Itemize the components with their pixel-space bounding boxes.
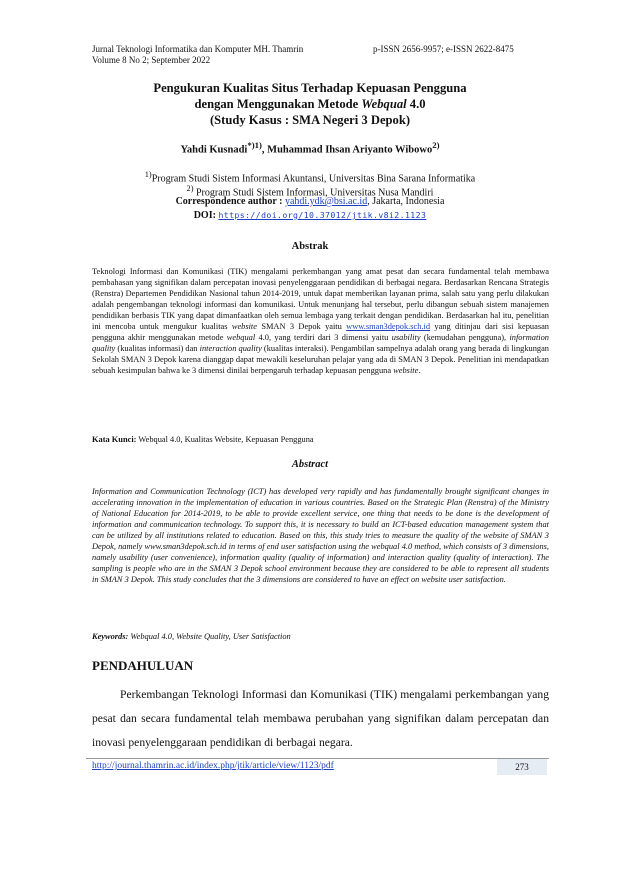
author-list: Yahdi Kusnadi$^{*)1)}$, Muhammad Ihsan Ariyanto Wibowo$^{2)}$ xyxy=(180,140,440,156)
abstract-heading: Abstract xyxy=(291,459,329,470)
journal-volume: Volume 8 No 2; September 2022 xyxy=(92,55,211,65)
abstract-text: Information and Communication Technology (ICT) has developed very rapidly and has fundamentally brought significant changes in accelerating innovation in the implementation of education in various countries. Based on the Strategic Plan (Renstra) of the Ministry of National Education for 2014-2019, to be able to provide excellent service, one thing that needs to be done is the development of information and communication technology. To support this, it is necessary to build an ICT-based education management system that can be utilized by all institutions related to education. Based on this, this study tries to measure the quality of the website of SMAN 3 Depok, namely www.sman3depok.sch.id in terms of end user satisfaction using the webqual 4.0 method, which consists of 3 dimensions, namely usability (user convenience), information quality (quality of information) and interaction quality (quality of interaction). The sampling is people who are in the SMAN 3 Depok school environment because they are considered to be able to represent all students in SMAN 3 Depok. This study concludes that the 3 dimensions are considered to have an effect on website user satisfaction. xyxy=(92,487,549,584)
correspondence-email-link[interactable]: yahdi.ydk@bsi.ac.id xyxy=(284,196,368,207)
title-line-2: dengan Menggunakan Metode Webqual 4.0 xyxy=(194,97,426,111)
paper-title xyxy=(0,80,620,128)
section-heading: PENDAHULUAN xyxy=(92,658,194,673)
doi-label: DOI: xyxy=(193,210,216,221)
kata-kunci: Kata Kunci: Webqual 4.0, Kualitas Website, Kepuasan Pengguna xyxy=(92,435,314,444)
affiliation-1: $^{1)}$Program Studi Sistem Informasi Akuntansi, Universitas Bina Sarana Informatika xyxy=(144,170,476,185)
author-2: Muhammad Ihsan Ariyanto Wibowo xyxy=(267,144,433,156)
author-1-marker: *)1) xyxy=(247,140,262,150)
doi-line xyxy=(0,210,620,221)
correspondence-label: Correspondence author : xyxy=(175,196,283,207)
footer-divider xyxy=(86,758,549,759)
footer-article-link[interactable]: http://journal.thamrin.ac.id/index.php/jtik/article/view/1123/pdf xyxy=(92,761,334,771)
author-2-marker: 2) xyxy=(432,140,440,150)
abstrak-heading: Abstrak xyxy=(291,241,329,252)
abstrak-text: Teknologi Informasi dan Komunikasi (TIK) mengalami perkembangan yang amat pesat dan secara fundamental telah membawa pembahasan yang signifikan dalam percepatan inovasi penyelenggaraan pendidikan di berbagai negara. Berdasarkan Rencana Strategis (Renstra) Departemen Pendidikan Nasional tahun 2014-2019, untuk dapat memberikan layanan prima, salah satu yang perlu dilakukan adalah pengembangan teknologi informasi dan komunikasi. Untuk menunjang hal tersebut, perlu dibangun sebuah sistem manajemen pendidikan berbasis TIK yang dapat dimanfaatkan oleh semua lembaga yang terkait dengan pendidikan. Berdasarkan hal itu, penelitian ini mencoba untuk mengukur kualitas website SMAN 3 Depok yaitu www.sman3depok.sch.id yang ditinjau dari sisi kepuasan pengguna akhir menggunakan metode webqual 4.0, yang terdiri dari 3 dimensi yaitu usability (kemudahan pengguna), information quality (kualitas informasi) dan interaction quality (kualitas interaksi). Pengambilan sampelnya adalah orang yang berada di lingkungan Sekolah SMAN 3 Depok karena dianggap dapat mewakili keseluruhan pelajar yang ada di SMAN 3 Depok. Penelitian ini mendapatkan sebuah kesimpulan bahwa ke 3 dimensi dinilai berpengaruh terhadap kepuasan pengguna website. xyxy=(92,267,549,375)
author-1: Yahdi Kusnadi xyxy=(180,144,248,156)
section-body: Perkembangan Teknologi Informasi dan Komunikasi (TIK) mengalami perkembangan yang pesat dan secara fundamental telah membawa perubahan yang signifikan dalam percepatan dan inovasi penyelenggaraan pendidikan di berbagai negara. xyxy=(92,688,549,749)
correspondence: Correspondence author : yahdi.ydk@bsi.ac.id, Jakarta, Indonesia xyxy=(175,196,445,207)
page-number: 273 xyxy=(497,759,547,775)
title-line-1: Pengukuran Kualitas Situs Terhadap Kepuasan Pengguna xyxy=(153,81,467,95)
title-line-3: (Study Kasus : SMA Negeri 3 Depok) xyxy=(209,113,411,127)
website-link[interactable]: www.sman3depok.sch.id xyxy=(346,322,431,331)
journal-name: Jurnal Teknologi Informatika dan Komputer MH. Thamrin xyxy=(92,44,304,54)
doi-link[interactable]: https://doi.org/10.37012/jtik.v8i2.1123 xyxy=(218,210,427,220)
journal-issn: p-ISSN 2656-9957; e-ISSN 2622-8475 xyxy=(373,44,514,54)
keywords: Keywords: Webqual 4.0, Website Quality, User Satisfaction xyxy=(92,632,291,641)
affiliation-2: $^{2)}$ Program Studi Sistem Informasi, Universitas Nusa Mandiri xyxy=(186,184,434,199)
running-header-left xyxy=(92,44,303,66)
